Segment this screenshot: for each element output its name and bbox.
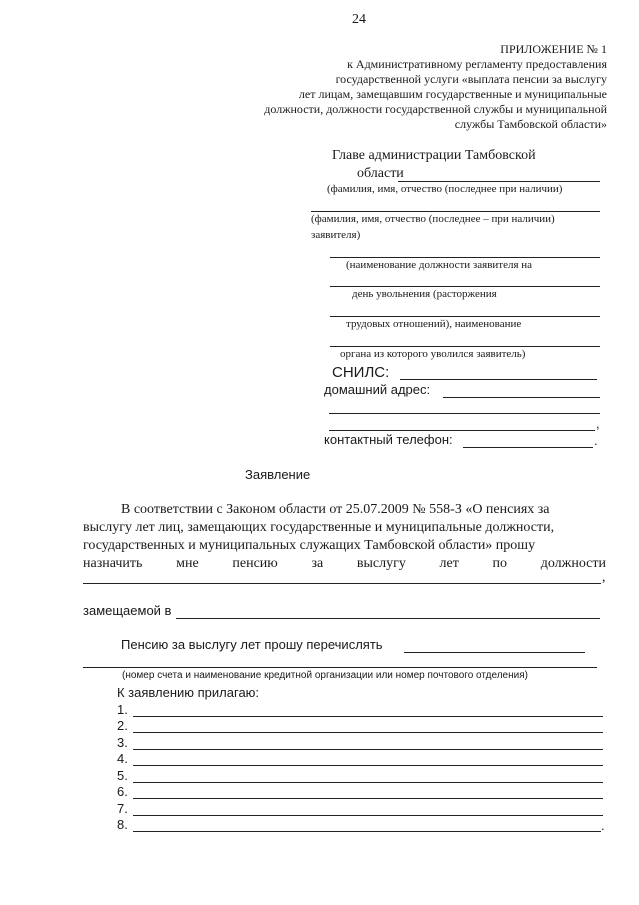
hint-dismissal: день увольнения (расторжения — [352, 288, 497, 300]
fill-line[interactable] — [330, 346, 600, 347]
word: выслугу — [356, 556, 406, 571]
account-field[interactable] — [83, 667, 597, 668]
word: должности — [540, 556, 606, 571]
address-field[interactable] — [329, 413, 600, 414]
word: пенсию — [232, 556, 278, 571]
attachment-number: 4. — [117, 751, 128, 766]
attachment-number: 3. — [117, 735, 128, 750]
word: мне — [176, 556, 199, 571]
phone-label: контактный телефон: — [324, 432, 453, 447]
attachment-field[interactable] — [133, 782, 603, 783]
word: лет — [439, 556, 459, 571]
attachments-title: К заявлению прилагаю: — [117, 685, 260, 700]
address-field[interactable] — [329, 430, 595, 431]
appendix-line: службы Тамбовской области» — [454, 117, 607, 131]
address-field[interactable] — [443, 397, 600, 398]
last-end: . — [601, 818, 605, 833]
phone-end: . — [594, 433, 598, 448]
appendix-title: ПРИЛОЖЕНИЕ № 1 — [500, 42, 607, 56]
hint-head-fio: (фамилия, имя, отчество (последнее при наличии) — [327, 183, 563, 195]
account-hint: (номер счета и наименование кредитной организации или номер почтового отделения) — [122, 670, 528, 681]
attachment-field[interactable] — [133, 815, 603, 816]
para-line-justified — [83, 556, 606, 572]
attachment-field[interactable] — [133, 749, 603, 750]
attachment-field[interactable] — [133, 831, 601, 832]
page-number: 24 — [352, 12, 366, 27]
held-position-label: замещаемой в — [83, 603, 172, 618]
addressee-line1: Главе администрации Тамбовской — [332, 148, 536, 163]
appendix-line: государственной услуги «выплата пенсии за выслугу — [335, 72, 607, 86]
fill-line[interactable] — [330, 286, 600, 287]
attachment-number: 5. — [117, 768, 128, 783]
appendix-line: лет лицам, замещавшим государственные и муниципальные — [298, 87, 607, 101]
attachment-number: 8. — [117, 817, 128, 832]
para-line: В соответствии с Законом области от 25.07.2009 № 558-З «О пенсиях за — [121, 502, 550, 517]
application-title: Заявление — [245, 467, 311, 482]
attachment-number: 1. — [117, 702, 128, 717]
para-line: выслугу лет лиц, замещающих государственные и муниципальные должности, — [83, 520, 555, 535]
hint-position: (наименование должности заявителя на — [346, 259, 533, 271]
position-field[interactable] — [83, 583, 601, 584]
line-end: , — [602, 570, 606, 585]
attachment-number: 6. — [117, 784, 128, 799]
hint-labor: трудовых отношений), наименование — [346, 318, 522, 330]
held-position-field[interactable] — [176, 618, 600, 619]
address-label: домашний адрес: — [324, 382, 431, 397]
addressee-line2: области — [357, 166, 404, 181]
attachment-field[interactable] — [133, 798, 603, 799]
hint-organ: органа из которого уволился заявитель) — [340, 348, 526, 360]
word: за — [311, 556, 324, 571]
transfer-field[interactable] — [404, 652, 585, 653]
transfer-label: Пенсию за выслугу лет прошу перечислять — [121, 637, 383, 652]
attachment-field[interactable] — [133, 716, 603, 717]
para-line: государственных и муниципальных служащих Тамбовской области» прошу — [83, 538, 536, 553]
attachment-number: 7. — [117, 801, 128, 816]
fill-line[interactable] — [330, 257, 600, 258]
fill-line[interactable] — [398, 181, 600, 182]
phone-field[interactable] — [463, 447, 593, 448]
word: назначить — [83, 556, 143, 571]
snils-field[interactable] — [400, 379, 597, 380]
word: по — [492, 556, 508, 571]
fill-line[interactable] — [311, 211, 600, 212]
fill-line[interactable] — [330, 316, 600, 317]
appendix-line: должности, должности государственной службы и муниципальной — [264, 102, 607, 116]
appendix-line: к Административному регламенту предоставления — [347, 57, 607, 71]
hint-applicant: заявителя) — [311, 229, 361, 241]
address-end: , — [596, 416, 600, 431]
hint-applicant-fio: (фамилия, имя, отчество (последнее – при наличии) — [311, 213, 555, 225]
attachment-field[interactable] — [133, 765, 603, 766]
attachment-field[interactable] — [133, 732, 603, 733]
snils-label: СНИЛС: — [332, 364, 390, 381]
attachment-number: 2. — [117, 718, 128, 733]
